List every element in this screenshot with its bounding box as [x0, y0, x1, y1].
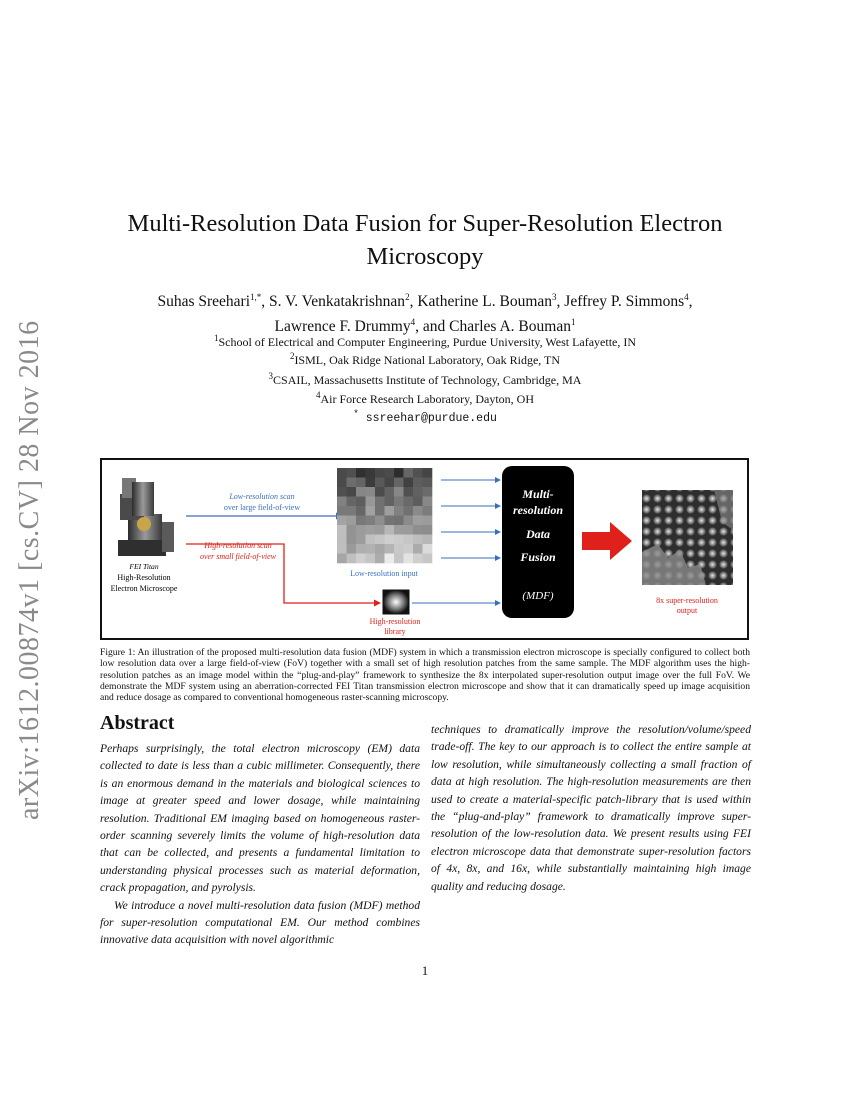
mosaic-pixel: [366, 468, 376, 478]
mosaic-pixel: [385, 535, 395, 545]
affiliation-text: Air Force Research Laboratory, Dayton, OH: [320, 392, 534, 406]
mosaic-pixel: [394, 554, 404, 564]
author-name: , Katherine L. Bouman: [409, 293, 553, 311]
mosaic-pixel: [356, 535, 366, 545]
mosaic-pixel: [385, 516, 395, 526]
mosaic-pixel: [347, 535, 357, 545]
mosaic-pixel: [385, 506, 395, 516]
highres-scan-label: over small field-of-view: [200, 552, 276, 561]
mosaic-pixel: [366, 525, 376, 535]
mosaic-pixel: [413, 487, 423, 497]
author-name: , Jeffrey P. Simmons: [556, 293, 685, 311]
email-sup: *: [353, 408, 359, 419]
lowres-input-label: Low-resolution input: [350, 569, 418, 578]
mosaic-pixel: [366, 544, 376, 554]
mosaic-pixel: [423, 535, 433, 545]
mosaic-pixel: [385, 487, 395, 497]
lowres-input-image: [337, 468, 432, 563]
paper-title: Multi-Resolution Data Fusion for Super-Resolution Electron Microscopy: [127, 210, 723, 270]
mosaic-pixel: [423, 554, 433, 564]
mosaic-pixel: [375, 468, 385, 478]
highres-library-image: [383, 590, 409, 614]
mosaic-pixel: [366, 516, 376, 526]
mosaic-pixel: [404, 487, 414, 497]
author-list: [110, 287, 740, 337]
mosaic-pixel: [375, 535, 385, 545]
abstract-left-column: [100, 740, 420, 949]
figure-diagram: [102, 460, 747, 638]
mosaic-pixel: [423, 544, 433, 554]
mdf-label: Data: [526, 527, 550, 541]
arxiv-side-label: arXiv:1612.00874v1 [cs.CV] 28 Nov 2016: [14, 320, 45, 820]
mosaic-pixel: [347, 516, 357, 526]
mdf-label: Fusion: [520, 550, 556, 564]
mosaic-pixel: [347, 525, 357, 535]
affiliation-sup: 4: [316, 390, 321, 400]
affiliation-3: [110, 369, 740, 387]
author-separator: ,: [688, 293, 693, 311]
highres-library-label: library: [384, 627, 406, 636]
mosaic-pixel: [337, 478, 347, 488]
mosaic-pixel: [394, 516, 404, 526]
mosaic-pixel: [394, 487, 404, 497]
mdf-label: resolution: [512, 503, 564, 517]
mosaic-pixel: [356, 506, 366, 516]
mosaic-pixel: [375, 506, 385, 516]
mosaic-pixel: [423, 468, 433, 478]
affiliation-text: CSAIL, Massachusetts Institute of Technology, Cambridge, MA: [273, 373, 582, 387]
mosaic-pixel: [375, 497, 385, 507]
affiliation-sup: 1: [213, 333, 219, 343]
mosaic-pixel: [394, 478, 404, 488]
highres-library-label: High-resolution: [369, 617, 421, 626]
mosaic-pixel: [356, 468, 366, 478]
mosaic-pixel: [356, 478, 366, 488]
mosaic-pixel: [413, 478, 423, 488]
mosaic-pixel: [385, 497, 395, 507]
affiliation-1: [110, 331, 740, 349]
mosaic-pixel: [394, 535, 404, 545]
mosaic-pixel: [366, 487, 376, 497]
author-name: , and Charles A. Bouman: [415, 318, 571, 336]
mosaic-pixel: [347, 468, 357, 478]
mosaic-pixel: [413, 468, 423, 478]
mosaic-pixel: [413, 516, 423, 526]
mosaic-pixel: [337, 525, 347, 535]
mosaic-pixel: [375, 516, 385, 526]
lowres-scan-label: over large field-of-view: [223, 503, 301, 512]
mosaic-pixel: [366, 478, 376, 488]
corresponding-email: [110, 408, 740, 425]
affiliation-2: [110, 349, 740, 367]
page-number: 1: [421, 963, 429, 978]
figure-1: [100, 458, 749, 640]
mosaic-pixel: [404, 478, 414, 488]
microscope-label: High-Resolution: [117, 573, 171, 582]
mosaic-pixel: [423, 497, 433, 507]
abstract-paragraph: techniques to dramatically improve the resolution/volume/speed trade-off. The key to our approach is to collect the entire sample at low resolution, while simultaneously collecting a small fraction of data at high resolution. The high-resolution measurements are then used to create a material-specific patch-library that is used within the “plug-and-play” framework to dramatically improve super-resolution of the low-resolution data. We present results using FEI electron microscope data that demonstrate super-resolution factors of 4x, 8x, and 16x, while substantially maintaining high image quality and reducing dosage.: [431, 723, 751, 893]
author-sup: 3: [552, 292, 557, 302]
author-sup: 4: [684, 292, 689, 302]
affiliation-4: [110, 388, 740, 406]
abstract-right-column: [431, 721, 751, 895]
super-resolution-output-image: [642, 490, 733, 585]
output-arrow: [582, 522, 632, 560]
mosaic-pixel: [366, 497, 376, 507]
author-sup: 2: [405, 292, 410, 302]
input-arrows: [441, 477, 501, 561]
mosaic-pixel: [413, 544, 423, 554]
affiliation-sup: 2: [289, 351, 295, 361]
mosaic-pixel: [375, 478, 385, 488]
microscope-name: FEI Titan: [129, 562, 159, 571]
mosaic-pixel: [356, 516, 366, 526]
mosaic-pixel: [347, 506, 357, 516]
microscope-label: Electron Microscope: [110, 584, 178, 593]
mosaic-pixel: [413, 506, 423, 516]
mosaic-pixel: [423, 516, 433, 526]
mosaic-pixel: [356, 525, 366, 535]
author-line-1: [110, 287, 740, 312]
author-name: Lawrence F. Drummy: [274, 318, 411, 336]
mosaic-pixel: [347, 554, 357, 564]
mosaic-pixel: [337, 544, 347, 554]
author-sup: 1,*: [250, 292, 262, 302]
email-text: ssreehar@purdue.edu: [365, 411, 497, 425]
mosaic-pixel: [356, 554, 366, 564]
author-name: , S. V. Venkatakrishnan: [261, 293, 406, 311]
mosaic-pixel: [404, 497, 414, 507]
mosaic-pixel: [337, 516, 347, 526]
mosaic-pixel: [404, 516, 414, 526]
mosaic-pixel: [385, 468, 395, 478]
mosaic-pixel: [413, 554, 423, 564]
mosaic-pixel: [356, 544, 366, 554]
mosaic-pixel: [394, 497, 404, 507]
lowres-scan-label: Low-resolution scan: [229, 492, 295, 501]
author-name: Suhas Sreehari: [157, 293, 250, 311]
mosaic-pixel: [375, 487, 385, 497]
mosaic-pixel: [404, 468, 414, 478]
mosaic-pixel: [356, 497, 366, 507]
mosaic-pixel: [347, 497, 357, 507]
mosaic-pixel: [337, 506, 347, 516]
abstract-paragraph: We introduce a novel multi-resolution data fusion (MDF) method for super-resolution computational EM. Our method combines innovative data acquisition with novel algorithmic: [100, 898, 420, 947]
mosaic-pixel: [404, 535, 414, 545]
microscope-illustration: [118, 478, 174, 556]
figure-caption: Figure 1: An illustration of the proposed multi-resolution data fusion (MDF) system in which a transmission electron microscope is specially configured to collect both low resolution data over a large field-of-view (FoV) together with a small set of high resolution patches from the same sample. The MDF algorithm uses the high-resolution patches as an image model within the “plug-and-play” framework to synthesize the 8x interpolated super-resolution output image over the full FoV. We demonstrate the MDF system using an aberration-corrected FEI Titan transmission electron microscope and show that it can dramatically speed up image acquisition and reduce dosage as compared to conventional homogeneous raster-scanning microscopy.: [100, 647, 750, 704]
mosaic-pixel: [337, 487, 347, 497]
mosaic-pixel: [375, 554, 385, 564]
mosaic-pixel: [404, 506, 414, 516]
mosaic-pixel: [423, 506, 433, 516]
highres-arrowhead: [374, 600, 381, 607]
author-sup: 1: [570, 317, 576, 328]
mosaic-pixel: [366, 506, 376, 516]
affiliation-sup: 3: [268, 371, 274, 381]
mosaic-pixel: [337, 535, 347, 545]
output-label: 8x super-resolution: [656, 596, 718, 605]
mosaic-pixel: [356, 487, 366, 497]
mosaic-pixel: [404, 544, 414, 554]
author-sup: 4: [410, 317, 416, 328]
output-label: output: [676, 606, 698, 615]
mosaic-pixel: [394, 506, 404, 516]
mosaic-pixel: [375, 544, 385, 554]
mosaic-pixel: [366, 554, 376, 564]
mosaic-pixel: [385, 544, 395, 554]
mosaic-pixel: [337, 554, 347, 564]
mosaic-pixel: [423, 525, 433, 535]
mosaic-pixel: [347, 544, 357, 554]
mosaic-pixel: [385, 554, 395, 564]
mosaic-pixel: [366, 535, 376, 545]
mosaic-pixel: [337, 497, 347, 507]
mdf-label: Multi-: [522, 487, 554, 501]
mosaic-pixel: [394, 544, 404, 554]
mosaic-pixel: [375, 525, 385, 535]
mosaic-pixel: [423, 478, 433, 488]
abstract-heading: Abstract: [100, 712, 175, 734]
mosaic-pixel: [394, 525, 404, 535]
mosaic-pixel: [413, 535, 423, 545]
mdf-abbrev: (MDF): [522, 590, 554, 602]
mosaic-pixel: [385, 478, 395, 488]
affiliation-text: School of Electrical and Computer Engineering, Purdue University, West Lafayette, IN: [218, 335, 637, 349]
mosaic-pixel: [404, 525, 414, 535]
mosaic-pixel: [385, 525, 395, 535]
library-arrowhead: [495, 600, 501, 606]
mosaic-pixel: [423, 487, 433, 497]
highres-scan-label: High-resolution scan: [204, 541, 272, 550]
abstract-paragraph: Perhaps surprisingly, the total electron microscopy (EM) data collected to date is less than a cubic millimeter. Consequently, there is an enormous demand in the materials and biological sciences to image at greater speed and lower dosage, while maintaining resolution. Traditional EM imaging based on homogeneous raster-order scanning severely limits the volume of high-resolution data that can be collected, and presents a fundamental limitation to understanding physical processes such as material deformation, crack propagation, and pyrolysis.: [100, 742, 420, 895]
mosaic-pixel: [404, 554, 414, 564]
mosaic-pixel: [347, 487, 357, 497]
mosaic-pixel: [413, 525, 423, 535]
mosaic-pixel: [337, 468, 347, 478]
mosaic-pixel: [347, 478, 357, 488]
affiliation-text: ISML, Oak Ridge National Laboratory, Oak Ridge, TN: [294, 353, 561, 367]
mosaic-pixel: [413, 497, 423, 507]
mosaic-pixel: [394, 468, 404, 478]
